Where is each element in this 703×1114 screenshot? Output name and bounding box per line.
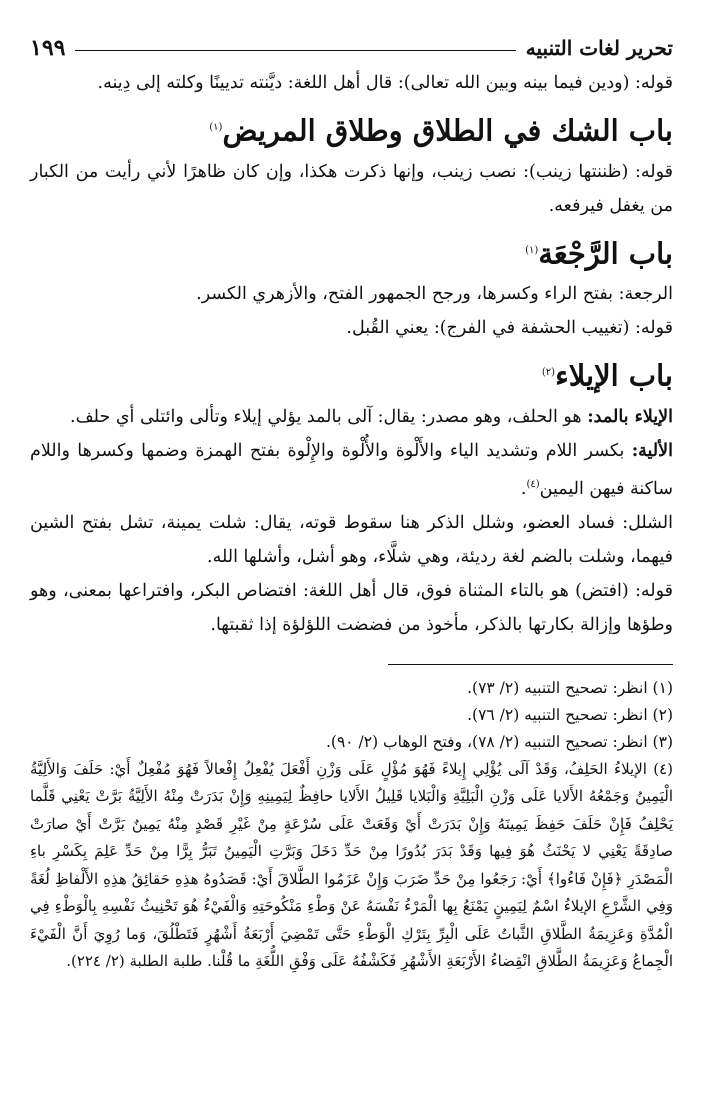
sentence-end: . xyxy=(520,478,527,499)
footnote-4: (٤) الإيلاءُ الحَلِفُ، وَقَدْ آلَى يُؤْلِي إِيلاءً فَهُوَ مُؤْلٍ عَلَى وَزْنِ أَفْعَلَ يُفْعِلُ إِفْعالاً فَهُوَ مُفْعِلٌ أَيْ: حَلَفَ وَالأَلِيَّةُ الْيَمِينُ وَجَمْعُهُ الأَلايا عَلَى وَزْنِ الْبَلِيَّةِ وَالْبَلايا قَلِيلُ الأَلايا حافِظٌ لِيَمِينِهِ وَإِنْ بَدَرَتْ مِنْهُ الأَلِيَّةُ بَرَّتْ يَعْنِي قَلَّما يَحْلِفُ فَإِنْ حَلَفَ حَفِظَ يَمِينَهُ وَإِنْ بَدَرَتْ أَيْ وَقَعَتْ عَلَى سُرْعَةٍ مِنْ غَيْرِ قَصْدٍ مِنْهُ يَمِينٌ بَرَّتْ أَيْ صارَتْ صادِقَةً يَعْنِي لا يَحْنَثُ هُوَ فِيها وَقَدْ بَدَرَ بُدُورًا مِنْ حَدِّ دَخَلَ وَبَرَّتِ الْيَمِينُ تَبَرُّ بِرًّا مِنْ حَدِّ عَلِمَ بِكَسْرِ باءِ الْمَصْدَرِ ﴿فَإِنْ فَاءُوا﴾ أَيْ: رَجَعُوا مِنْ حَدِّ ضَرَبَ وَإِنْ عَزَمُوا الطَّلاقَ أَيْ: قَصَدُوهُ هذِهِ حَقائِقُ هذِهِ الأَلْفاظِ لُغَةً وَفِي الشَّرْعِ الإيلاءُ اسْمٌ لِيَمِينٍ يَمْنَعُ بِها الْمَرْءُ نَفْسَهُ عَنْ وَطْءِ مَنْكُوحَتِهِ وَالْفَيْءُ هُوَ تَحْنِيثُ نَفْسِهِ بِالْوَطْءِ فِي الْمُدَّةِ وَعَزِيمَةُ الطَّلاقِ الثَّباتُ عَلَى الْبِرِّ بِتَرْكِ الْوَطْءِ حَتَّى تَمْضِيَ أَرْبَعَةُ أَشْهُرٍ فَتَطْلُقَ، وَما رُوِيَ أَنَّ الْفَيْءَ الْجِماعُ وَعَزِيمَةُ الطَّلاقِ انْقِضاءُ الأَرْبَعَةِ الأَشْهُرِ فَكَشْفُهُ عَلَى وَفْقِ اللُّغَةِ ما قُلْنا. طلبة الطلبة (٢/ ٢٢٤). xyxy=(30,759,673,971)
paragraph-6 xyxy=(30,434,673,506)
chapter-heading-ila xyxy=(30,351,673,398)
paragraph-2: قوله: (ظننتها زينب): نصب زينب، وإنها ذكرت هكذا، وإن كان ظاهرًا لأني رأيت من الكبار من يغفل فيرفعه. xyxy=(30,161,673,216)
definition-text: هو الحلف، وهو مصدر: يقال: آلى بالمد يؤلي إيلاء وتألى وائتلى أي حلف. xyxy=(70,406,588,427)
footnote-marker: (١) xyxy=(209,122,223,133)
paragraph-4: قوله: (تغييب الحشفة في الفرج): يعني القُبل. xyxy=(346,318,673,339)
chapter-heading-doubt-in-divorce xyxy=(30,106,673,153)
paragraph-5 xyxy=(30,400,673,434)
term-aliyya: الألية: xyxy=(631,440,673,461)
footnote-separator xyxy=(388,664,673,665)
footnote-marker: (١) xyxy=(525,244,539,256)
heading-text: باب الإيلاء xyxy=(555,358,673,393)
footnote-marker: (٤) xyxy=(526,478,540,490)
paragraph-7: الشلل: فساد العضو، وشلل الذكر هنا سقوط قوته، يقال: شلت يمينة، تشل بفتح الشين فيهما، وشلت بالضم لغة رديئة، وهي شلَّاء، وهو أشل، وأشلها الله. xyxy=(30,512,673,567)
heading-text: باب الشك في الطلاق وطلاق المريض xyxy=(222,113,673,148)
paragraph-8: قوله: (افتض) هو بالتاء المثناة فوق، قال أهل اللغة: افتضاص البكر، وافتراعها بمعنى، وهو وطؤها وإزالة بكارتها بالذكر، مأخوذ من فضضت اللؤلؤة إذا ثقبتها. xyxy=(30,580,673,635)
footnote-marker: (٢) xyxy=(541,367,556,379)
term-ila: الإيلاء بالمد: xyxy=(587,406,673,427)
heading-text: باب الرَّجْعَة xyxy=(538,236,673,271)
footnote-2: (٢) انظر: تصحيح التنبيه (٢/ ٧٦). xyxy=(467,705,673,724)
running-header xyxy=(30,30,673,66)
paragraph-1: قوله: (ودين فيما بينه وبين الله تعالى): قال أهل اللغة: ديَّنته تديينًا وكلته إلى دِينه. xyxy=(97,73,673,93)
page-number: ١٩٩ xyxy=(30,35,66,61)
header-rule xyxy=(75,50,515,51)
chapter-heading-rajah xyxy=(30,229,673,276)
footnote-1: (١) انظر: تصحيح التنبيه (٢/ ٧٣). xyxy=(467,678,673,697)
definition-text: بكسر اللام وتشديد الياء والأَلْوة والأُلْوة والإِلْوة بفتح الهمزة وضمها وكسرها واللام ساكنة فيهن اليمين xyxy=(30,440,673,499)
book-title: تحرير لغات التنبيه xyxy=(525,36,673,60)
footnote-3: (٣) انظر: تصحيح التنبيه (٢/ ٧٨)، وفتح الوهاب (٢/ ٩٠). xyxy=(325,732,673,751)
paragraph-3: الرجعة: بفتح الراء وكسرها، ورجح الجمهور الفتح، والأزهري الكسر. xyxy=(196,284,673,305)
